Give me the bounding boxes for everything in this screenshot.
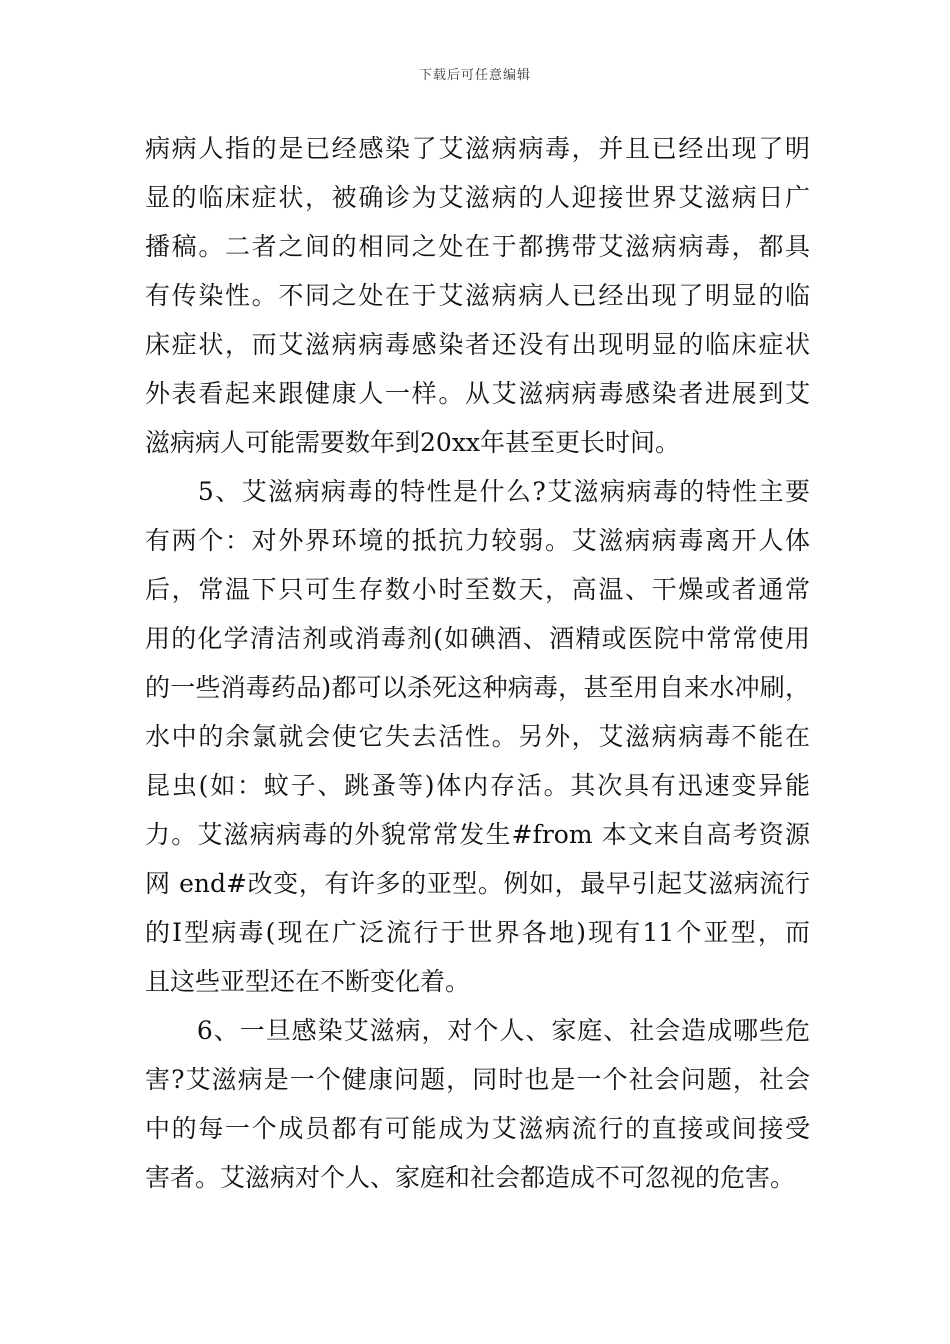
text-line: 外表看起来跟健康人一样。从艾滋病病毒感染者进展到艾 [145, 379, 810, 408]
text-line: 有两个：对外界环境的抵抗力较弱。艾滋病病毒离开人体 [145, 526, 810, 555]
text-line: 滋病病人可能需要数年到20xx年甚至更长时间。 [145, 428, 681, 457]
paragraph-1 [145, 124, 810, 467]
paragraph-2 [145, 467, 810, 1006]
text-line: 害者。艾滋病对个人、家庭和社会都造成不可忽视的危害。 [145, 1163, 796, 1192]
text-line: 后，常温下只可生存数小时至数天，高温、干燥或者通常 [145, 575, 810, 604]
page-header: 下载后可任意编辑 [418, 68, 531, 83]
text-line: 害?艾滋病是一个健康问题，同时也是一个社会问题，社会 [145, 1065, 810, 1094]
text-line: 力。艾滋病病毒的外貌常常发生#from 本文来自高考资源 [145, 820, 810, 849]
text-line: 昆虫(如：蚊子、跳蚤等)体内存活。其次具有迅速变异能 [145, 771, 810, 800]
text-line: 6、一旦感染艾滋病，对个人、家庭、社会造成哪些危 [145, 1016, 810, 1045]
text-line: 用的化学清洁剂或消毒剂(如碘酒、酒精或医院中常常使用 [145, 624, 810, 653]
text-line: 的I型病毒(现在广泛流行于世界各地)现有11个亚型，而 [145, 918, 810, 947]
text-line: 显的临床症状，被确诊为艾滋病的人迎接世界艾滋病日广 [145, 183, 810, 212]
text-line: 且这些亚型还在不断变化着。 [145, 967, 471, 996]
text-line: 床症状，而艾滋病病毒感染者还没有出现明显的临床症状 [145, 330, 810, 359]
document-body [145, 124, 810, 1202]
text-line: 水中的余氯就会使它失去活性。另外，艾滋病病毒不能在 [145, 722, 810, 751]
paragraph-3 [145, 1006, 810, 1202]
text-line: 网 end#改变，有许多的亚型。例如，最早引起艾滋病流行 [145, 869, 810, 898]
text-line: 病病人指的是已经感染了艾滋病病毒，并且已经出现了明 [145, 134, 810, 163]
text-line: 有传染性。不同之处在于艾滋病病人已经出现了明显的临 [145, 281, 810, 310]
text-line: 中的每一个成员都有可能成为艾滋病流行的直接或间接受 [145, 1114, 810, 1143]
text-line: 的一些消毒药品)都可以杀死这种病毒，甚至用自来水冲刷， [145, 673, 810, 702]
text-line: 5、艾滋病病毒的特性是什么?艾滋病病毒的特性主要 [145, 477, 810, 506]
text-line: 播稿。二者之间的相同之处在于都携带艾滋病病毒，都具 [145, 232, 810, 261]
